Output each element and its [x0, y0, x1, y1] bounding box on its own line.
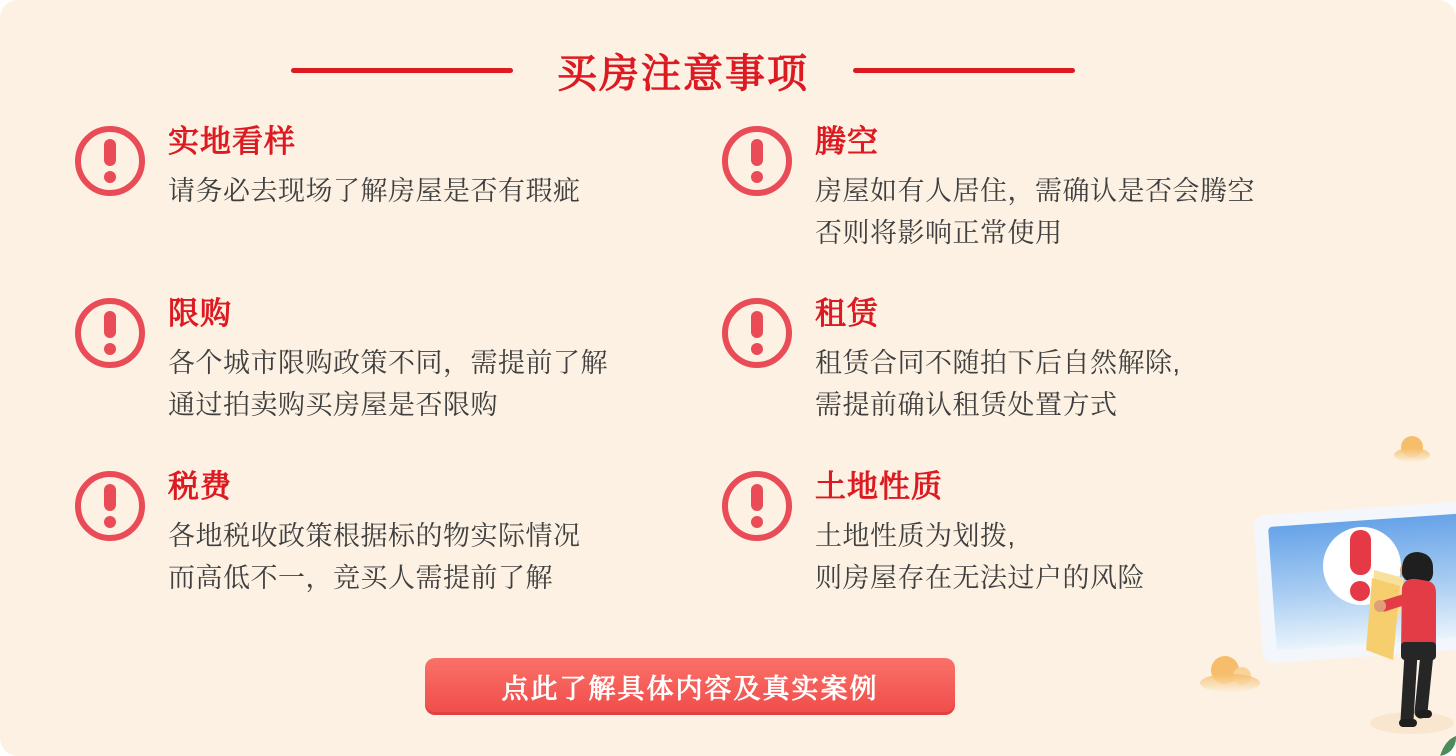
exclamation-circle-icon	[75, 126, 145, 196]
notice-item-desc-line: 而高低不一，竞买人需提前了解	[168, 563, 553, 593]
exclamation-circle-icon	[722, 298, 792, 368]
exclamation-bar	[751, 484, 763, 511]
warning-billboard-illustration	[1180, 420, 1456, 756]
notice-item-desc-line: 需提前确认租赁处置方式	[815, 390, 1118, 420]
notice-item-body	[815, 124, 1255, 254]
cta-button[interactable]: 点此了解具体内容及真实案例	[425, 658, 955, 715]
exclamation-bar	[104, 139, 116, 166]
exclamation-dot	[751, 171, 763, 183]
notice-item-desc-line: 则房屋存在无法过户的风险	[815, 563, 1145, 593]
notice-item-desc-line: 通过拍卖购买房屋是否限购	[168, 390, 498, 420]
exclamation-circle-icon	[75, 298, 145, 368]
notice-item-desc-line: 请务必去现场了解房屋是否有瑕疵	[168, 176, 581, 206]
notice-item-desc-line: 否则将影响正常使用	[815, 218, 1063, 248]
notice-item-xiangou	[75, 296, 608, 426]
exclamation-dot	[751, 343, 763, 355]
title-right-line	[853, 68, 1075, 73]
plant-icon	[1440, 736, 1456, 756]
notice-item-body	[815, 296, 1181, 426]
notice-item-title: 实地看样	[168, 124, 296, 159]
notice-item-body	[168, 296, 608, 426]
notice-item-body	[168, 469, 581, 599]
notice-item-desc-line: 各个城市限购政策不同，需提前了解	[168, 348, 608, 378]
exclamation-dot	[104, 516, 116, 528]
notice-item-desc-line: 租赁合同不随拍下后自然解除,	[815, 348, 1181, 378]
exclamation-circle-icon	[722, 471, 792, 541]
notice-item-desc-line: 土地性质为划拨,	[815, 521, 1016, 551]
exclamation-dot	[104, 171, 116, 183]
exclamation-bar	[104, 484, 116, 511]
exclamation-bar	[751, 139, 763, 166]
cloud-icon	[1394, 436, 1430, 462]
exclamation-dot	[104, 343, 116, 355]
notice-item-zulin	[722, 296, 1181, 426]
notice-item-body	[168, 124, 581, 212]
exclamation-circle-icon	[722, 126, 792, 196]
notice-item-body	[815, 469, 1145, 599]
notice-item-title: 税费	[168, 469, 232, 504]
page-title: 买房注意事项	[557, 52, 809, 96]
notice-item-title: 租赁	[815, 296, 879, 331]
exclamation-dot	[751, 516, 763, 528]
notice-item-desc-line: 各地税收政策根据标的物实际情况	[168, 521, 581, 551]
exclamation-circle-icon	[75, 471, 145, 541]
notice-item-shuifei	[75, 469, 581, 599]
exclamation-bar	[751, 311, 763, 338]
exclamation-bar	[104, 311, 116, 338]
notice-item-title: 腾空	[815, 124, 879, 159]
notice-item-title: 土地性质	[815, 469, 943, 504]
notice-item-tengkong	[722, 124, 1255, 254]
notice-item-shidikanyang	[75, 124, 581, 212]
title-left-line	[291, 68, 513, 73]
notice-item-desc-line: 房屋如有人居住，需确认是否会腾空	[815, 176, 1255, 206]
header	[0, 42, 1411, 99]
cloud-icon	[1200, 656, 1260, 692]
notice-item-title: 限购	[168, 296, 232, 331]
notice-item-tudixingzhi	[722, 469, 1145, 599]
